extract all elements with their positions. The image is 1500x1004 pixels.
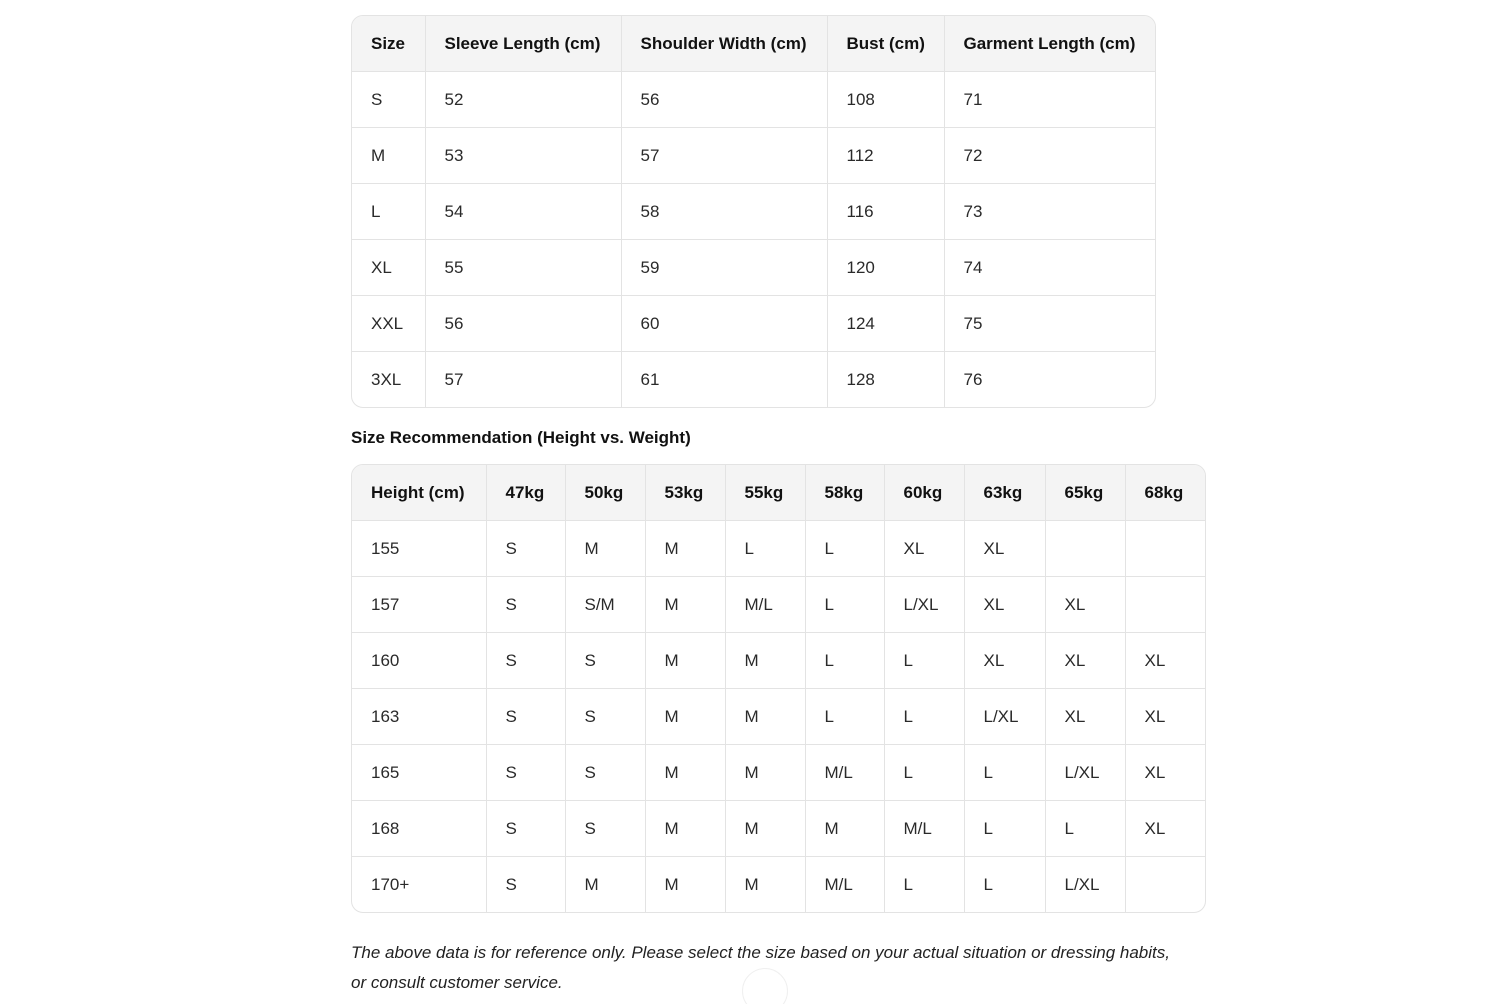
table-row bbox=[352, 857, 1205, 913]
header-weight: 47kg bbox=[486, 465, 565, 521]
size-recommendation-cell: L bbox=[884, 857, 964, 913]
header-weight: 55kg bbox=[725, 465, 805, 521]
size-recommendation-cell: M bbox=[645, 857, 725, 913]
recommendation-title: Size Recommendation (Height vs. Weight) bbox=[351, 428, 691, 447]
size-recommendation-cell: XL bbox=[1045, 577, 1125, 633]
size-recommendation-cell: M bbox=[805, 801, 884, 857]
measurement-cell: 128 bbox=[827, 352, 944, 408]
header-size: Size bbox=[352, 16, 425, 72]
measurement-cell: 54 bbox=[425, 184, 621, 240]
size-recommendation-cell: M bbox=[725, 745, 805, 801]
size-recommendation-cell: M/L bbox=[725, 577, 805, 633]
size-recommendation-cell bbox=[1125, 521, 1205, 577]
size-recommendation-cell: M/L bbox=[805, 745, 884, 801]
size-recommendation-cell: S bbox=[486, 857, 565, 913]
height-cell: 165 bbox=[352, 745, 486, 801]
size-recommendation-cell: M bbox=[725, 801, 805, 857]
measurement-cell: 75 bbox=[944, 296, 1155, 352]
header-weight: 53kg bbox=[645, 465, 725, 521]
size-recommendation-cell: M bbox=[725, 857, 805, 913]
size-recommendation-cell: L/XL bbox=[964, 689, 1045, 745]
height-cell: 155 bbox=[352, 521, 486, 577]
measurement-cell: 112 bbox=[827, 128, 944, 184]
size-recommendation-cell: S/M bbox=[565, 577, 645, 633]
size-recommendation-cell bbox=[1045, 521, 1125, 577]
size-recommendation-cell: XL bbox=[1045, 633, 1125, 689]
size-label-cell: XXL bbox=[352, 296, 425, 352]
size-recommendation-cell: M bbox=[725, 689, 805, 745]
table-row bbox=[352, 801, 1205, 857]
size-recommendation-cell: L bbox=[964, 857, 1045, 913]
size-recommendation-cell: L/XL bbox=[1045, 857, 1125, 913]
size-recommendation-cell: M bbox=[645, 801, 725, 857]
table-row bbox=[352, 128, 1155, 184]
size-chart-table-container bbox=[351, 15, 1156, 408]
size-recommendation-cell: XL bbox=[1125, 689, 1205, 745]
header-height: Height (cm) bbox=[352, 465, 486, 521]
measurement-cell: 73 bbox=[944, 184, 1155, 240]
header-garment-length: Garment Length (cm) bbox=[944, 16, 1155, 72]
size-recommendation-cell: M bbox=[725, 633, 805, 689]
table-row bbox=[352, 577, 1205, 633]
size-recommendation-cell: M bbox=[645, 577, 725, 633]
size-recommendation-cell: L bbox=[884, 633, 964, 689]
size-recommendation-cell: L bbox=[805, 689, 884, 745]
recommendation-table-container bbox=[351, 464, 1206, 913]
size-recommendation-cell: M bbox=[645, 521, 725, 577]
size-label-cell: S bbox=[352, 72, 425, 128]
recommendation-header-row bbox=[352, 465, 1205, 521]
header-sleeve-length: Sleeve Length (cm) bbox=[425, 16, 621, 72]
size-chart-header-row bbox=[352, 16, 1155, 72]
measurement-cell: 57 bbox=[621, 128, 827, 184]
measurement-cell: 72 bbox=[944, 128, 1155, 184]
size-recommendation-cell: S bbox=[486, 745, 565, 801]
disclaimer-note: The above data is for reference only. Please select the size based on your actual situation or dressing habits, or consult customer service. bbox=[351, 943, 1170, 992]
measurement-cell: 116 bbox=[827, 184, 944, 240]
header-weight: 63kg bbox=[964, 465, 1045, 521]
header-weight: 65kg bbox=[1045, 465, 1125, 521]
measurement-cell: 60 bbox=[621, 296, 827, 352]
measurement-cell: 61 bbox=[621, 352, 827, 408]
size-recommendation-cell: S bbox=[565, 745, 645, 801]
size-recommendation-cell bbox=[1125, 577, 1205, 633]
size-label-cell: M bbox=[352, 128, 425, 184]
size-recommendation-cell: L bbox=[964, 801, 1045, 857]
size-recommendation-cell: S bbox=[486, 801, 565, 857]
size-recommendation-cell bbox=[1125, 857, 1205, 913]
measurement-cell: 53 bbox=[425, 128, 621, 184]
size-recommendation-cell: L bbox=[805, 521, 884, 577]
size-recommendation-cell: S bbox=[565, 689, 645, 745]
measurement-cell: 52 bbox=[425, 72, 621, 128]
measurement-cell: 58 bbox=[621, 184, 827, 240]
height-cell: 170+ bbox=[352, 857, 486, 913]
size-recommendation-cell: M/L bbox=[805, 857, 884, 913]
size-recommendation-cell: XL bbox=[964, 577, 1045, 633]
measurement-cell: 56 bbox=[425, 296, 621, 352]
measurement-cell: 124 bbox=[827, 296, 944, 352]
measurement-cell: 74 bbox=[944, 240, 1155, 296]
size-recommendation-cell: L bbox=[1045, 801, 1125, 857]
header-weight: 60kg bbox=[884, 465, 964, 521]
size-recommendation-cell: XL bbox=[884, 521, 964, 577]
measurement-cell: 59 bbox=[621, 240, 827, 296]
size-recommendation-cell: S bbox=[565, 633, 645, 689]
height-cell: 168 bbox=[352, 801, 486, 857]
header-weight: 58kg bbox=[805, 465, 884, 521]
size-recommendation-cell: L bbox=[805, 633, 884, 689]
size-recommendation-cell: L bbox=[725, 521, 805, 577]
size-chart-table bbox=[352, 16, 1155, 407]
size-recommendation-cell: XL bbox=[964, 633, 1045, 689]
table-row bbox=[352, 745, 1205, 801]
size-recommendation-cell: XL bbox=[964, 521, 1045, 577]
recommendation-table bbox=[352, 465, 1205, 912]
size-recommendation-cell: L/XL bbox=[1045, 745, 1125, 801]
measurement-cell: 76 bbox=[963, 369, 983, 389]
measurement-cell: 120 bbox=[827, 240, 944, 296]
size-recommendation-cell: XL bbox=[1125, 633, 1205, 689]
header-weight: 68kg bbox=[1125, 465, 1205, 521]
size-recommendation-cell: L bbox=[884, 745, 964, 801]
size-recommendation-cell: S bbox=[486, 521, 565, 577]
table-row bbox=[352, 184, 1155, 240]
size-recommendation-cell: L/XL bbox=[884, 577, 964, 633]
height-cell: 157 bbox=[352, 577, 486, 633]
header-bust: Bust (cm) bbox=[827, 16, 944, 72]
size-recommendation-cell: S bbox=[486, 633, 565, 689]
height-cell: 163 bbox=[352, 689, 486, 745]
size-recommendation-cell: M bbox=[565, 521, 645, 577]
header-shoulder-width: Shoulder Width (cm) bbox=[621, 16, 827, 72]
size-recommendation-cell: L bbox=[964, 745, 1045, 801]
size-recommendation-cell: S bbox=[565, 801, 645, 857]
table-row bbox=[352, 296, 1155, 352]
header-weight: 50kg bbox=[565, 465, 645, 521]
size-recommendation-cell: M bbox=[645, 745, 725, 801]
size-label-cell: 3XL bbox=[352, 352, 425, 408]
table-row bbox=[352, 352, 1155, 408]
table-row bbox=[352, 240, 1155, 296]
size-label-cell: XL bbox=[352, 240, 425, 296]
size-recommendation-cell: M bbox=[645, 633, 725, 689]
size-recommendation-cell: S bbox=[486, 689, 565, 745]
measurement-cell: 57 bbox=[425, 352, 621, 408]
measurement-cell: 56 bbox=[621, 72, 827, 128]
height-cell: 160 bbox=[352, 633, 486, 689]
size-recommendation-cell: XL bbox=[1125, 745, 1205, 801]
size-recommendation-cell: L bbox=[884, 689, 964, 745]
size-recommendation-cell: XL bbox=[1045, 689, 1125, 745]
table-row bbox=[352, 521, 1205, 577]
size-recommendation-cell: M bbox=[645, 689, 725, 745]
size-recommendation-cell: L bbox=[805, 577, 884, 633]
measurement-cell: 108 bbox=[827, 72, 944, 128]
size-label-cell: L bbox=[352, 184, 425, 240]
size-recommendation-cell: M/L bbox=[884, 801, 964, 857]
size-recommendation-cell: M bbox=[565, 857, 645, 913]
size-recommendation-cell: XL bbox=[1125, 801, 1205, 857]
measurement-cell: 55 bbox=[425, 240, 621, 296]
table-row bbox=[352, 689, 1205, 745]
size-recommendation-cell: S bbox=[486, 577, 565, 633]
table-row bbox=[352, 72, 1155, 128]
table-row bbox=[352, 633, 1205, 689]
measurement-cell: 71 bbox=[944, 72, 1155, 128]
